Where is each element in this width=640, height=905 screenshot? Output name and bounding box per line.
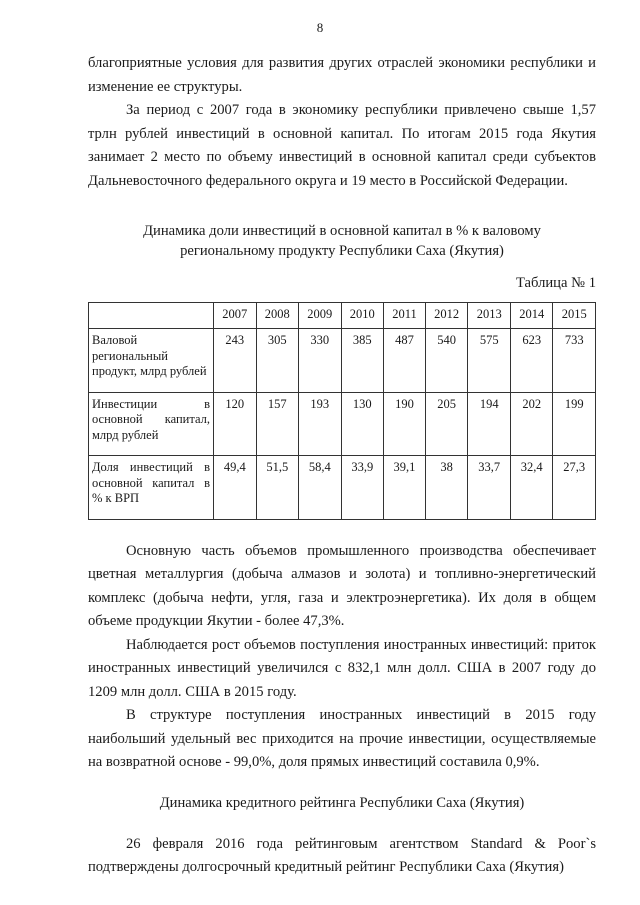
table-cell: 38 (425, 456, 468, 520)
table-cell: 33,7 (468, 456, 511, 520)
year-header: 2007 (214, 302, 257, 329)
table-heading-line: Динамика доли инвестиций в основной капитал в % к валовому (143, 223, 541, 239)
table-cell: 305 (256, 329, 299, 393)
table-cell: 330 (299, 329, 342, 393)
table-cell: 27,3 (553, 456, 596, 520)
year-header: 2013 (468, 302, 511, 329)
table-cell: 130 (341, 392, 384, 456)
table-cell: 33,9 (341, 456, 384, 520)
paragraph: Основную часть объемов промышленного производства обеспечивает цветная металлургия (добыча алмазов и золота) и топливно-энергетический комплекс (добыча нефти, угля, газа и электроэнергетика). Их доля в общем объеме продукции Якутии - более 47,3%. (88, 542, 596, 629)
year-header: 2009 (299, 302, 342, 329)
paragraph: В структуре поступления иностранных инвестиций в 2015 году наибольший удельный вес приходится на прочие инвестиции, осуществляемые на возвратной основе - 99,0%, доля прямых инвестиций составила 0,9%. (88, 707, 596, 770)
table-heading-line: региональному продукту Республики Саха (Якутия) (180, 243, 504, 259)
table-corner-cell (89, 302, 214, 329)
section-heading: Динамика кредитного рейтинга Республики Саха (Якутия) (159, 794, 525, 811)
table-row (89, 329, 596, 393)
table-cell: 205 (425, 392, 468, 456)
year-header: 2014 (510, 302, 553, 329)
table-header-row (89, 302, 596, 329)
table-cell: 623 (510, 329, 553, 393)
row-label: Валовой региональный продукт, млрд рублей (89, 329, 214, 393)
paragraph: За период с 2007 года в экономику республики привлечено свыше 1,57 трлн рублей инвестиций в основной капитал. По итогам 2015 года Якутия занимает 2 место по объему инвестиций в основной капитал среди субъектов Дальневосточного федерального округа и 19 место в Российской Федерации. (88, 102, 596, 189)
year-header: 2008 (256, 302, 299, 329)
row-label: Доля инвестиций в основной капитал в % к ВРП (89, 456, 214, 520)
row-label: Инвестиции в основной капитал, млрд рублей (89, 392, 214, 456)
table-cell: 199 (553, 392, 596, 456)
year-header: 2015 (553, 302, 596, 329)
table-cell: 194 (468, 392, 511, 456)
year-header: 2010 (341, 302, 384, 329)
table-row (89, 392, 596, 456)
year-header: 2011 (384, 302, 426, 329)
page-number: 8 (316, 20, 324, 35)
table-cell: 733 (553, 329, 596, 393)
table-caption: Таблица № 1 (516, 275, 596, 291)
data-table (88, 302, 596, 520)
table-cell: 51,5 (256, 456, 299, 520)
table-cell: 385 (341, 329, 384, 393)
table-cell: 58,4 (299, 456, 342, 520)
table-cell: 49,4 (214, 456, 257, 520)
table-cell: 540 (425, 329, 468, 393)
table-row (89, 456, 596, 520)
year-header: 2012 (425, 302, 468, 329)
table-cell: 157 (256, 392, 299, 456)
page-body (88, 52, 596, 880)
table-heading (88, 221, 596, 261)
table-cell: 487 (384, 329, 426, 393)
table-cell: 190 (384, 392, 426, 456)
table-cell: 32,4 (510, 456, 553, 520)
paragraph: 26 февраля 2016 года рейтинговым агентством Standard & Poor`s подтверждены долгосрочный кредитный рейтинг Республики Саха (Якутия) (88, 835, 596, 875)
paragraph: Наблюдается рост объемов поступления иностранных инвестиций: приток иностранных инвестиций увеличился с 832,1 млн долл. США в 2007 году до 1209 млн долл. США в 2015 году. (88, 636, 596, 700)
table-cell: 575 (468, 329, 511, 393)
table-cell: 243 (214, 329, 257, 393)
table-cell: 39,1 (384, 456, 426, 520)
paragraph: благоприятные условия для развития других отраслей экономики республики и изменение ее структуры. (88, 55, 596, 95)
table-cell: 120 (214, 392, 257, 456)
table-cell: 202 (510, 392, 553, 456)
table-cell: 193 (299, 392, 342, 456)
